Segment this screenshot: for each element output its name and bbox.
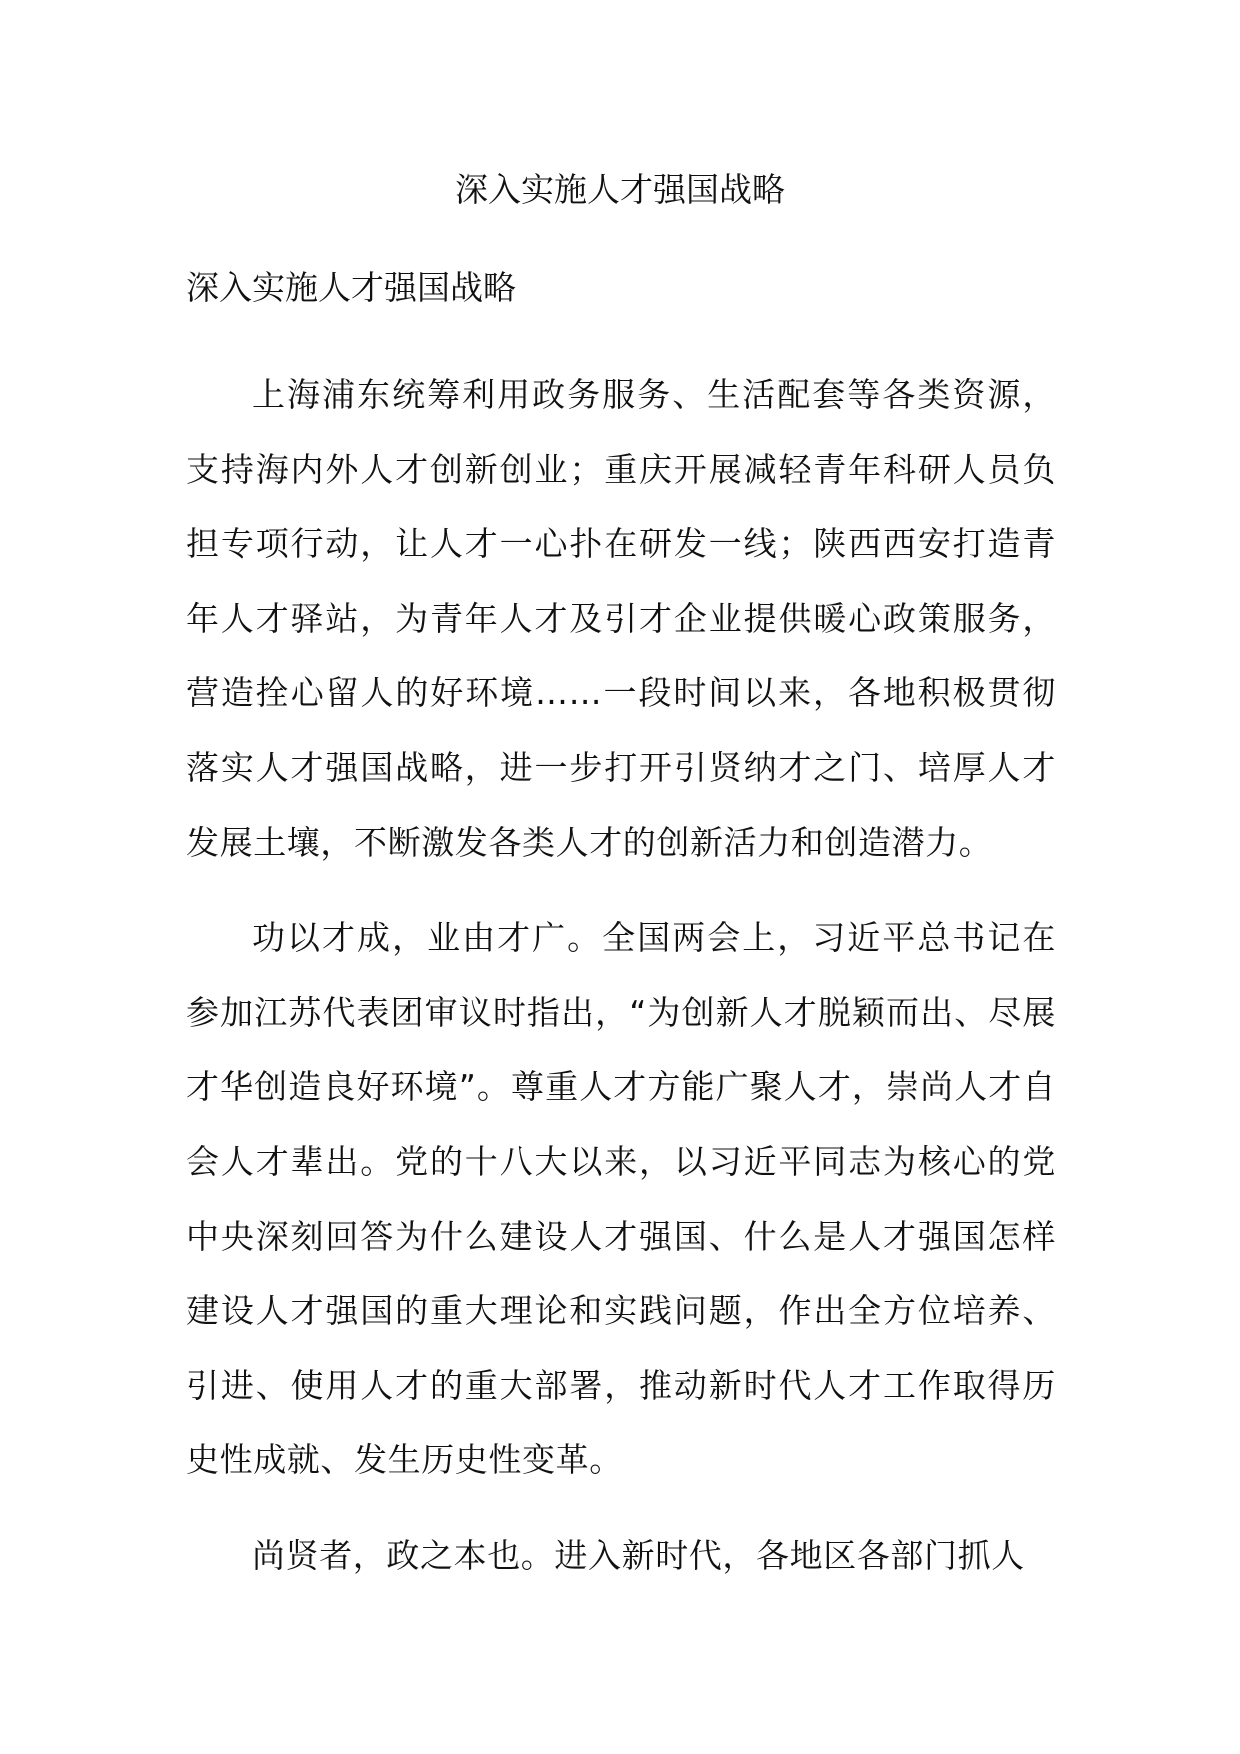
paragraph-1: 上海浦东统筹利用政务服务、生活配套等各类资源，支持海内外人才创新创业；重庆开展减轻青年科研人员负担专项行动，让人才一心扑在研发一线；陕西西安打造青年人才驿站，为青年人才及引才企业提供暖心政策服务，营造拴心留人的好环境……一段时间以来，各地积极贯彻落实人才强国战略，进一步打开引贤纳才之门、培厚人才发展土壤，不断激发各类人才的创新活力和创造潜力。 — [186, 375, 1056, 862]
paragraph-2: 功以才成，业由才广。全国两会上，习近平总书记在参加江苏代表团审议时指出，“为创新人才脱颖而出、尽展才华创造良好环境”。尊重人才方能广聚人才，崇尚人才自会人才辈出。党的十八大以来，以习近平同志为核心的党中央深刻回答为什么建设人才强国、什么是人才强国怎样建设人才强国的重大理论和实践问题，作出全方位培养、引进、使用人才的重大部署，推动新时代人才工作取得历史性成就、发生历史性变革。 — [186, 918, 1056, 1480]
document-subtitle: 深入实施人才强国战略 — [186, 268, 516, 307]
document-body — [186, 358, 1056, 1615]
document-title: 深入实施人才强国战略 — [455, 170, 785, 209]
paragraph-3: 尚贤者，政之本也。进入新时代，各地区各部门抓人 — [252, 1535, 1025, 1575]
